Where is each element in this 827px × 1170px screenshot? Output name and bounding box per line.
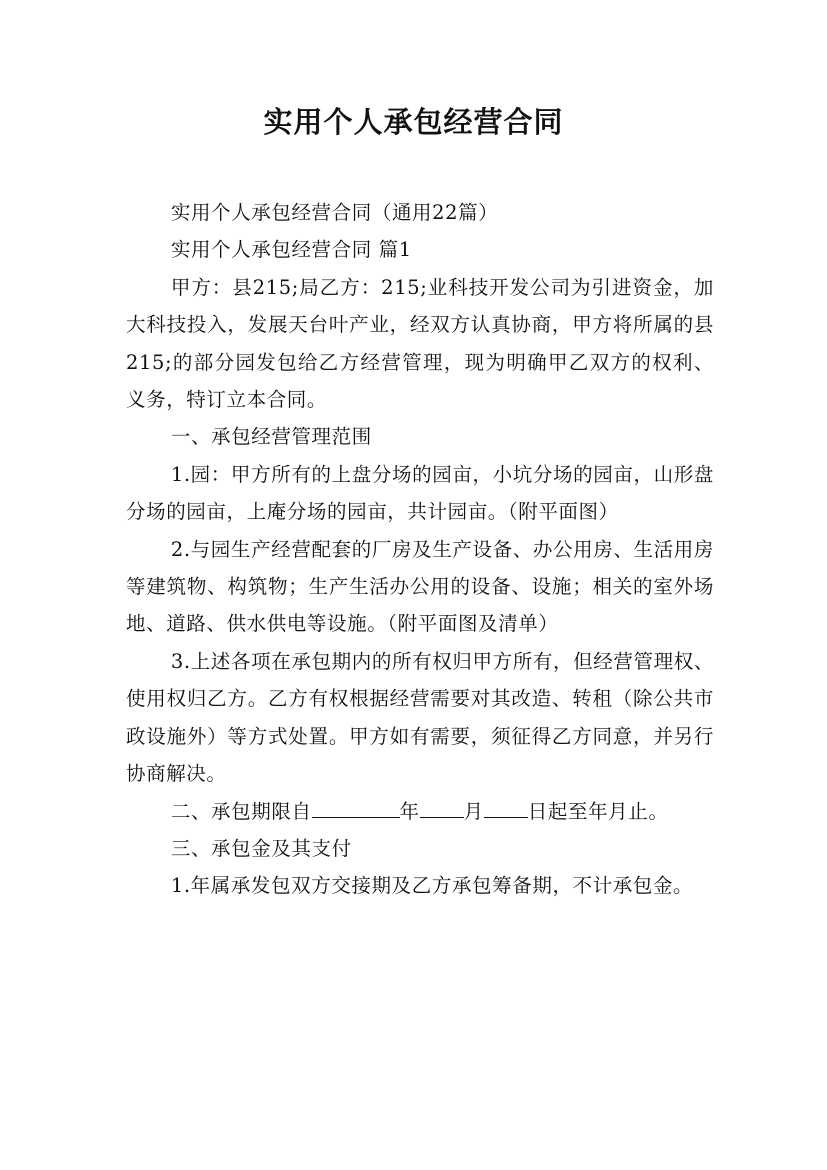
scope-item-3: 3.上述各项在承包期内的所有权归甲方所有，但经营管理权、使用权归乙方。乙方有权根据经营需要对其改造、转租（除公共市政设施外）等方式处置。甲方如有需要，须征得乙方同意，并另行协商解决。 — [126, 649, 714, 786]
year-blank — [312, 799, 400, 818]
document-title: 实用个人承包经营合同 — [263, 105, 564, 139]
parties-paragraph: 甲方：县215;局乙方：215;业科技开发公司为引进资金，加大科技投入，发展天台叶产业，经双方认真协商，甲方将所属的县215;的部分园发包给乙方经营管理，现为明确甲乙双方的权利、义务，特订立本合同。 — [126, 275, 714, 412]
scope-heading: 一、承包经营管理范围 — [170, 425, 372, 449]
subtitle-paragraph: 实用个人承包经营合同（通用22篇） — [170, 201, 499, 224]
scope-item-2: 2.与园生产经营配套的厂房及生产设备、办公用房、生活用房等建筑物、构筑物；生产生活办公用的设备、设施；相关的室外场地、道路、供水供电等设施。（附平面图及清单） — [126, 537, 714, 636]
day-blank — [484, 799, 528, 818]
section-heading-paragraph: 实用个人承包经营合同 篇1 — [170, 238, 412, 262]
term-clause-year: 年 — [399, 799, 420, 823]
term-clause-suffix: 日起至年月止。 — [527, 799, 669, 823]
term-clause — [126, 793, 714, 830]
term-clause-month: 月 — [463, 799, 484, 823]
term-clause-prefix: 二、承包期限自 — [170, 799, 312, 823]
payment-heading: 三、承包金及其支付 — [170, 836, 352, 860]
scope-item-1: 1.园：甲方所有的上盘分场的园亩，小坑分场的园亩，山形盘分场的园亩，上庵分场的园亩，共计园亩。（附平面图） — [126, 462, 714, 524]
payment-item-1: 1.年属承发包双方交接期及乙方承包筹备期，不计承包金。 — [170, 874, 694, 898]
month-blank — [420, 799, 464, 818]
document-body — [126, 194, 714, 905]
